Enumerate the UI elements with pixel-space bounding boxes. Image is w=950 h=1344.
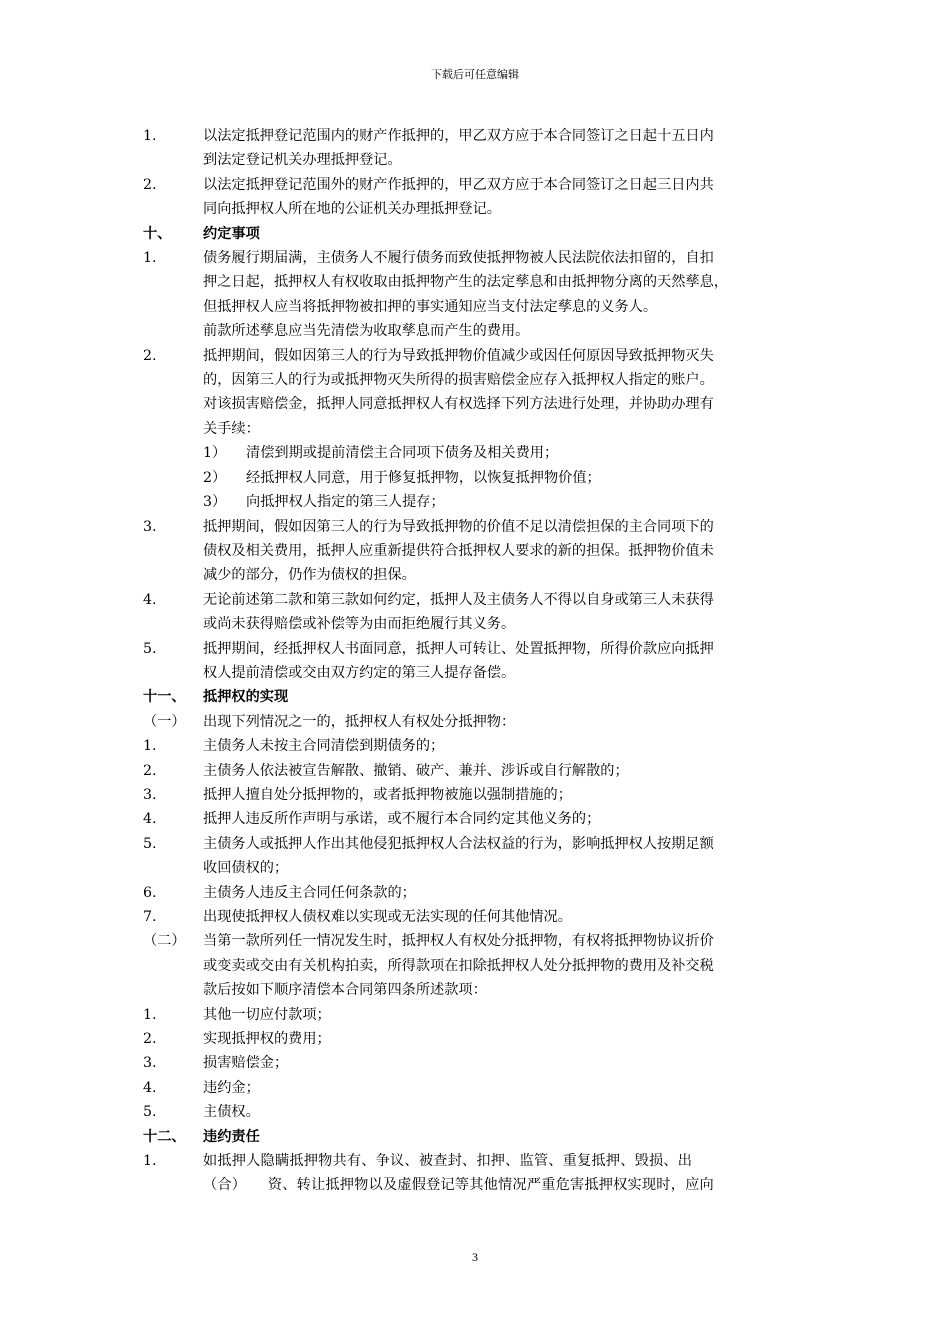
line-text: 其他一切应付款项； [203,1006,331,1023]
paragraph-line [143,563,823,587]
line-text: 前款所述孳息应当先清偿为收取孳息而产生的费用。 [203,323,530,340]
line-text: 债权及相关费用，抵押人应重新提供符合抵押权人要求的新的担保。抵押物价值未 [203,542,714,559]
sub-item-number: 3） [203,494,227,511]
page-footer [0,1250,950,1265]
line-text: 出现下列情况之一的，抵押权人有权处分抵押物： [203,713,516,730]
document-body [143,124,823,1198]
paragraph-line [143,368,823,392]
paragraph-line [143,197,823,221]
section-title: 违约责任 [203,1128,260,1145]
paragraph-line [143,759,823,783]
sub-item [143,466,823,490]
list-number: （二） [143,933,186,950]
paragraph-line [143,978,823,1002]
list-number: 6. [143,884,157,901]
page-header [0,66,950,82]
line-text: 收回债权的； [203,860,289,877]
list-number: 2. [143,347,157,364]
line-text: 损害赔偿金； [203,1055,289,1072]
list-number: 1. [143,738,157,755]
line-text: 款后按如下顺序清偿本合同第四条所述款项： [203,982,487,999]
list-number: 2. [143,762,157,779]
paragraph-line [143,588,823,612]
line-text: 如抵押人隐瞒抵押物共有、争议、被查封、扣押、监管、重复抵押、毁损、出 [203,1153,693,1170]
paragraph-line [143,417,823,441]
paragraph-line [143,1003,823,1027]
section-heading [143,685,823,709]
line-text: 抵押期间，假如因第三人的行为导致抵押物价值减少或因任何原因导致抵押物灭失 [203,347,714,364]
list-number: 7. [143,909,157,925]
line-text: 违约金； [203,1079,260,1096]
line-text: 实现抵押权的费用； [203,1031,331,1048]
paragraph-line [143,661,823,685]
line-text: 押之日起，抵押权人有权收取由抵押物产生的法定孳息和由抵押物分离的天然孳息， [203,274,728,291]
paragraph-line [143,295,823,319]
sub-item-text: 清偿到期或提前清偿主合同项下债务及相关费用； [246,445,559,462]
paragraph-line [143,710,823,734]
line-text: 或变卖或交由有关机构拍卖，所得款项在扣除抵押权人处分抵押物的费用及补交税 [203,957,714,974]
list-number: 5. [143,1104,157,1121]
line-text: 以法定抵押登记范围外的财产作抵押的，甲乙双方应于本合同签订之日起三日内共 [203,176,714,193]
paragraph-line [143,856,823,880]
list-number: 1. [143,250,157,267]
list-number: 5. [143,640,157,657]
paragraph-line [143,1051,823,1075]
list-number: 4. [143,811,157,828]
line-text: 关手续： [203,420,260,437]
paragraph-line [143,148,823,172]
list-number: （一） [143,713,186,730]
paragraph-line [143,612,823,636]
paragraph-line [143,807,823,831]
line-text: 但抵押权人应当将抵押物被扣押的事实通知应当支付法定孳息的义务人。 [203,298,658,315]
line-text: 抵押期间，经抵押权人书面同意，抵押人可转让、处置抵押物，所得价款应向抵押 [203,640,714,657]
line-text: 或尚未获得赔偿或补偿等为由而拒绝履行其义务。 [203,616,516,633]
page-number: 3 [472,1250,478,1264]
line-text: 当第一款所列任一情况发生时，抵押权人有权处分抵押物，有权将抵押物协议折价 [203,933,714,950]
paragraph-line [143,832,823,856]
paragraph-line [143,1173,823,1197]
header-note: 下载后可任意编辑 [431,68,519,81]
paragraph-line [143,905,823,929]
sub-item-text: 经抵押权人同意，用于修复抵押物，以恢复抵押物价值； [246,469,601,486]
sub-item [143,441,823,465]
paragraph-line [143,319,823,343]
line-text: 对该损害赔偿金，抵押人同意抵押权人有权选择下列方法进行处理，并协助办理有 [203,396,714,413]
paragraph-line [143,515,823,539]
paragraph-line [143,929,823,953]
paragraph-line [143,954,823,978]
section-number: 十一、 [143,689,186,706]
sub-item-number: 1） [203,445,227,462]
section-number: 十、 [143,225,172,242]
paragraph-line [143,734,823,758]
paragraph-line [143,246,823,270]
line-text: 减少的部分，仍作为债权的担保。 [203,567,416,584]
section-title: 约定事项 [203,225,260,242]
list-number: 1. [143,128,157,144]
line-text: 主债务人未按主合同清偿到期债务的； [203,738,445,755]
line-text: 抵押人违反所作声明与承诺，或不履行本合同约定其他义务的； [203,811,601,828]
section-number: 十二、 [143,1128,186,1145]
list-number: 2. [143,176,157,193]
paragraph-line [143,124,823,148]
section-heading [143,222,823,246]
paragraph-line [143,1149,823,1173]
line-text: （合） 资、转让抵押物以及虚假登记等其他情况严重危害抵押权实现时，应向 [203,1177,714,1194]
list-number: 1. [143,1153,157,1170]
paragraph-line [143,392,823,416]
paragraph-line [143,344,823,368]
line-text: 出现使抵押权人债权难以实现或无法实现的任何其他情况。 [203,909,572,925]
paragraph-line [143,173,823,197]
paragraph-line [143,539,823,563]
line-text: 抵押人擅自处分抵押物的，或者抵押物被施以强制措施的； [203,786,572,803]
paragraph-line [143,637,823,661]
line-text: 的，因第三人的行为或抵押物灭失所得的损害赔偿金应存入抵押权人指定的账户。 [203,372,714,389]
section-title: 抵押权的实现 [203,689,289,706]
list-number: 3. [143,1055,157,1072]
line-text: 权人提前清偿或交由双方约定的第三人提存备偿。 [203,664,516,681]
paragraph-line [143,1076,823,1100]
paragraph-line [143,270,823,294]
paragraph-line [143,1027,823,1051]
sub-item-number: 2） [203,469,227,486]
paragraph-line [143,881,823,905]
line-text: 主债务人或抵押人作出其他侵犯抵押权人合法权益的行为，影响抵押权人按期足额 [203,835,714,852]
list-number: 2. [143,1031,157,1048]
list-number: 4. [143,591,157,608]
line-text: 主债权。 [203,1104,260,1121]
line-text: 同向抵押权人所在地的公证机关办理抵押登记。 [203,201,501,218]
list-number: 4. [143,1079,157,1096]
sub-item [143,490,823,514]
line-text: 无论前述第二款和第三款如何约定，抵押人及主债务人不得以自身或第三人未获得 [203,591,714,608]
line-text: 以法定抵押登记范围内的财产作抵押的，甲乙双方应于本合同签订之日起十五日内 [203,128,714,144]
line-text: 债务履行期届满，主债务人不履行债务而致使抵押物被人民法院依法扣留的，自扣 [203,250,714,267]
list-number: 5. [143,835,157,852]
list-number: 1. [143,1006,157,1023]
list-number: 3. [143,786,157,803]
section-heading [143,1125,823,1149]
sub-item-text: 向抵押权人指定的第三人提存； [246,494,445,511]
paragraph-line [143,783,823,807]
line-text: 到法定登记机关办理抵押登记。 [203,152,402,169]
line-text: 抵押期间，假如因第三人的行为导致抵押物的价值不足以清偿担保的主合同项下的 [203,518,714,535]
list-number: 3. [143,518,157,535]
paragraph-line [143,1100,823,1124]
line-text: 主债务人依法被宣告解散、撤销、破产、兼并、涉诉或自行解散的； [203,762,629,779]
line-text: 主债务人违反主合同任何条款的； [203,884,416,901]
